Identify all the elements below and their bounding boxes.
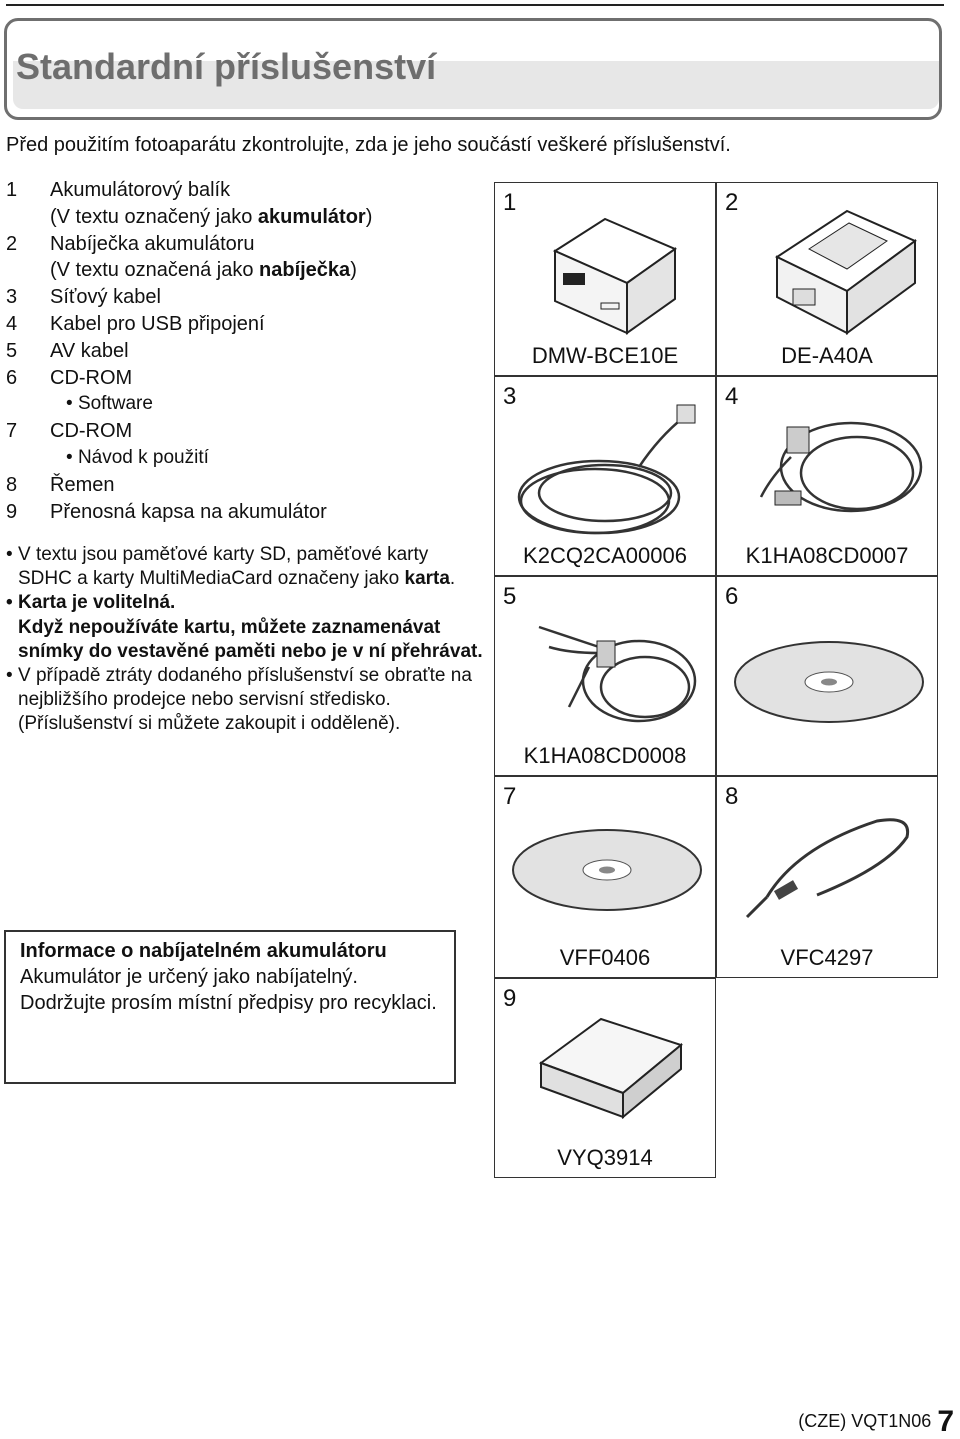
info-body: Akumulátor je určený jako nabíjatelný. Dodržujte prosím místní předpisy pro recyklaci.: [20, 966, 437, 1014]
model-number: VFF0406: [559, 945, 651, 970]
model-number: K2CQ2CA00006: [523, 543, 687, 568]
accessory-list: [6, 177, 476, 525]
item-ac-cable: 3 K2CQ2CA00006: [494, 376, 716, 576]
list-item-bullet: • Software: [66, 393, 153, 415]
list-item: 7 CD-ROM: [6, 420, 133, 443]
list-item: 8 Řemen: [6, 473, 115, 496]
model-number: K1HA08CD0008: [523, 743, 687, 768]
document-code: (CZE) VQT1N06: [798, 1411, 932, 1431]
model-number: VFC4297: [780, 945, 874, 970]
item-av-cable: 5 K1HA08CD0008: [494, 576, 716, 776]
list-item: 6 CD-ROM: [6, 366, 133, 389]
note-lost-accessories: • V případě ztráty dodaného příslušenství se obraťte na nejbližšího prodejce nebo servisní středisko. (Příslušenství si můžete zakoupit i odděleně).: [6, 665, 472, 735]
accessory-grid: [494, 182, 938, 978]
item-cd-software: 6: [716, 576, 938, 776]
battery-case-illustration: [531, 1003, 691, 1133]
list-item: 9 Přenosná kapsa na akumulátor: [6, 500, 327, 523]
model-number: DMW-BCE10E: [531, 343, 679, 368]
item-charger: 2 DE-A40A: [716, 182, 938, 376]
cd-icon: [731, 637, 927, 727]
av-cable-illustration: [509, 597, 709, 747]
list-item-note: (V textu označený jako akumulátor): [50, 205, 373, 228]
item-usb-cable: 4 K1HA08CD0007: [716, 376, 938, 576]
note-cards: • V textu jsou paměťové karty SD, paměťové karty SDHC a karty MultiMediaCard označeny jako karta.: [6, 544, 456, 590]
strap-illustration: [737, 807, 927, 927]
item-battery: 1 DMW-BCE10E: [494, 182, 716, 376]
usb-cable-illustration: [731, 397, 931, 547]
cd-icon: [509, 825, 705, 915]
page-footer: [798, 1405, 954, 1439]
model-number: K1HA08CD0007: [745, 543, 909, 568]
list-item: 1 Akumulátorový balík: [6, 179, 231, 201]
model-number: VYQ3914: [557, 1145, 653, 1170]
ac-cable-illustration: [509, 397, 709, 547]
list-item-bullet: • Návod k použití: [66, 446, 209, 468]
page-number: 7: [937, 1405, 954, 1438]
top-rule: [6, 4, 944, 6]
charger-illustration: [747, 197, 917, 337]
page-title: Standardní příslušenství: [16, 46, 437, 87]
list-item: 3 Síťový kabel: [6, 286, 161, 309]
item-cd-manual: 7 VFF0406: [494, 776, 716, 978]
intro-text: Před použitím fotoaparátu zkontrolujte, zda je jeho součástí veškeré příslušenství.: [6, 134, 731, 156]
item-battery-case: 9 VYQ3914: [494, 978, 716, 1178]
info-heading: Informace o nabíjatelném akumulátoru: [20, 940, 387, 962]
note-optional-card: • Karta je volitelná. Když nepoužíváte kartu, můžete zaznamenávat snímky do vestavěné paměti nebo je v ní přehrávat.: [6, 592, 483, 662]
model-number: DE-A40A: [781, 343, 873, 368]
list-item: 4 Kabel pro USB připojení: [6, 312, 265, 335]
item-strap: 8 VFC4297: [716, 776, 938, 978]
notes: [6, 543, 484, 737]
list-item: 5 AV kabel: [6, 339, 129, 362]
battery-info-box: [4, 930, 456, 1084]
battery-illustration: [535, 211, 685, 341]
list-item: 2 Nabíječka akumulátoru: [6, 232, 255, 255]
list-item-note: (V textu označená jako nabíječka): [50, 259, 357, 282]
